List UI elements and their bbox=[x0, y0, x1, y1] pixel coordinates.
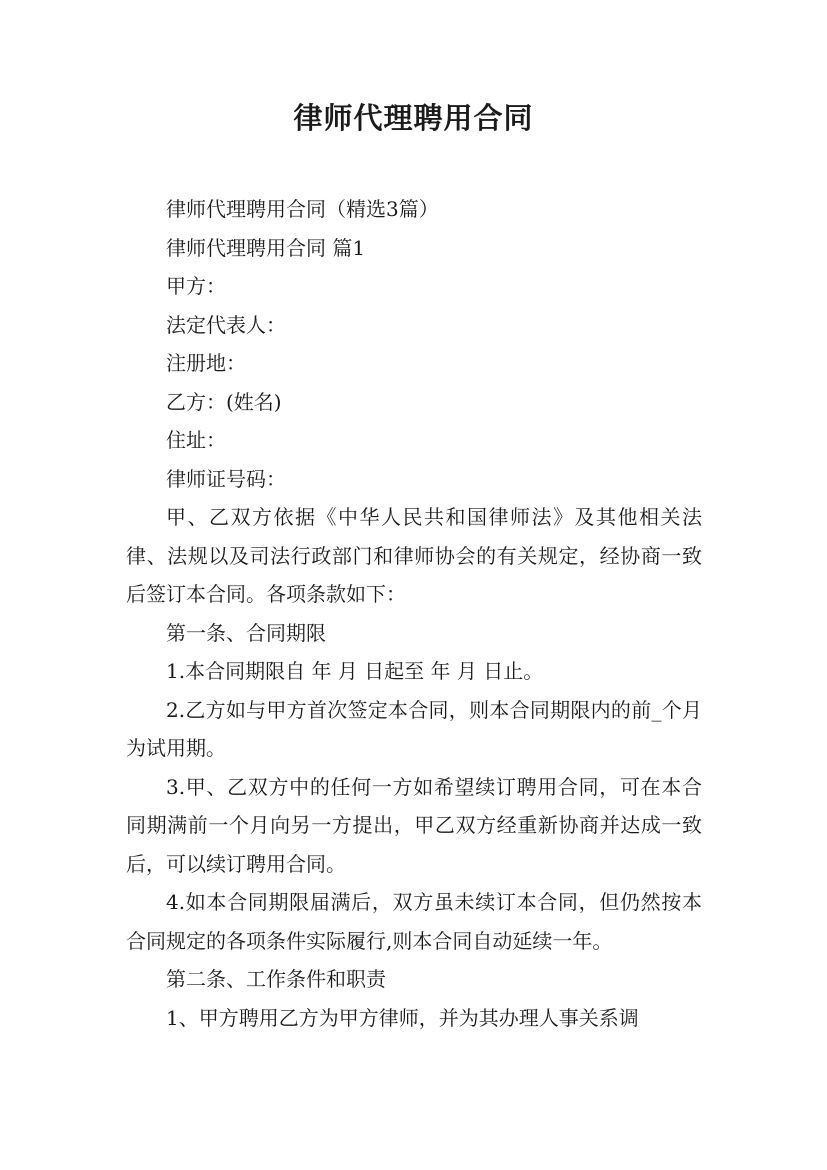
article-1-clause-4: 4.如本合同期限届满后，双方虽未续订本合同，但仍然按本合同规定的各项条件实际履行,则本合同自动延续一年。 bbox=[126, 890, 702, 953]
article-1-clause-2: 2.乙方如与甲方首次签定本合同，则本合同期限内的前_个月为试用期。 bbox=[126, 697, 702, 760]
article-1-clause-1: 1.本合同期限自 年 月 日起至 年 月 日止。 bbox=[166, 659, 544, 683]
registered-address-field: 注册地： bbox=[166, 351, 246, 375]
document-body bbox=[126, 190, 702, 1037]
party-b-field: 乙方：(姓名) bbox=[166, 389, 282, 414]
article-2-heading: 第二条、工作条件和职责 bbox=[166, 967, 386, 991]
subtitle-collection: 律师代理聘用合同（精选3篇） bbox=[166, 197, 439, 221]
article-1-heading: 第一条、合同期限 bbox=[166, 620, 326, 645]
preamble-paragraph: 甲、乙双方依据《中华人民共和国律师法》及其他相关法律、法规以及司法行政部门和律师协会的有关规定，经协商一致后签订本合同。各项条款如下： bbox=[126, 505, 702, 606]
address-field: 住址： bbox=[166, 428, 226, 452]
document-title: 律师代理聘用合同 bbox=[293, 101, 534, 135]
article-1-clause-3: 3.甲、乙双方中的任何一方如希望续订聘用合同，可在本合同期满前一个月向另一方提出，甲乙双方经重新协商并达成一致后，可以续订聘用合同。 bbox=[126, 774, 702, 876]
lawyer-license-field: 律师证号码： bbox=[166, 466, 286, 491]
party-a-field: 甲方： bbox=[166, 274, 226, 298]
subtitle-part-1: 律师代理聘用合同 篇1 bbox=[166, 235, 366, 260]
legal-representative-field: 法定代表人： bbox=[166, 312, 286, 337]
article-2-clause-1: 1、甲方聘用乙方为甲方律师，并为其办理人事关系调 bbox=[166, 1005, 639, 1030]
